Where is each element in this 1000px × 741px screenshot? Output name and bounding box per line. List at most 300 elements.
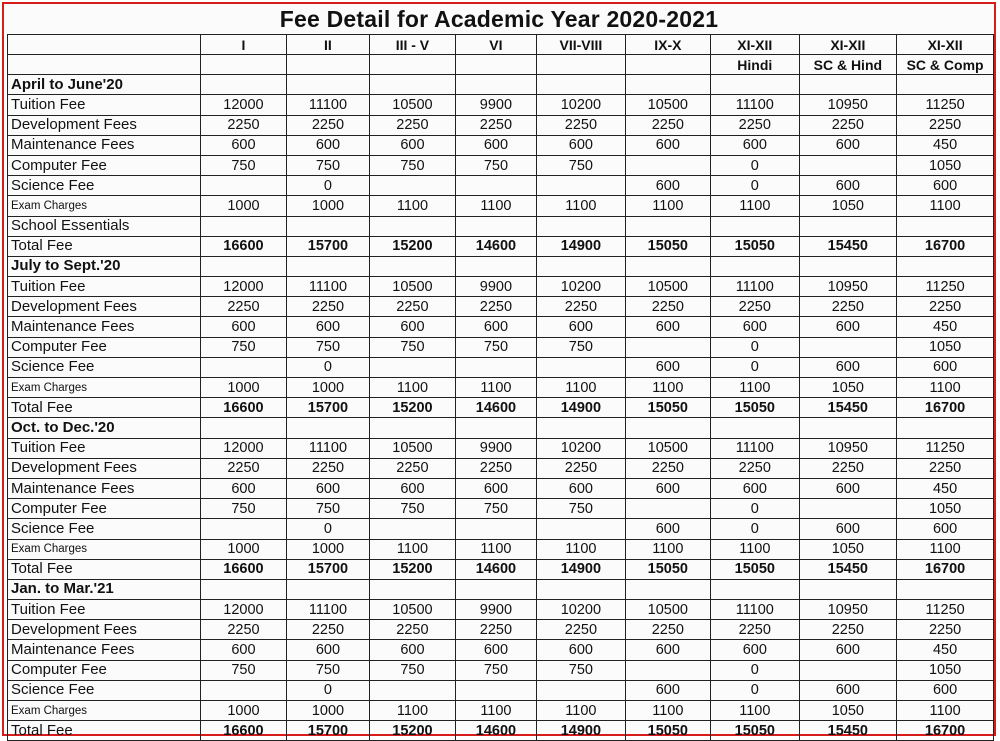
empty-cell [625, 579, 710, 599]
fee-cell [455, 216, 537, 236]
fee-cell: 0 [711, 357, 799, 377]
fee-cell: 600 [799, 478, 897, 498]
fee-cell: 600 [286, 478, 369, 498]
fee-cell: 16700 [897, 721, 994, 741]
fee-cell: 10500 [625, 277, 710, 297]
fee-cell: 2250 [201, 620, 286, 640]
fee-cell [711, 216, 799, 236]
fee-row [8, 196, 994, 216]
fee-cell: 10500 [370, 277, 455, 297]
fee-cell: 600 [537, 135, 625, 155]
fee-cell: 1000 [201, 378, 286, 398]
fee-row [8, 478, 994, 498]
fee-cell: 750 [537, 337, 625, 357]
empty-cell [201, 256, 286, 276]
document-frame [2, 2, 996, 739]
fee-cell: 2250 [455, 458, 537, 478]
fee-cell: 14600 [455, 398, 537, 418]
fee-cell: 14900 [537, 721, 625, 741]
fee-cell: 9900 [455, 95, 537, 115]
fee-cell: 1000 [286, 196, 369, 216]
empty-cell [537, 418, 625, 438]
fee-cell: 1100 [455, 378, 537, 398]
fee-cell: 600 [711, 640, 799, 660]
fee-cell: 2250 [455, 620, 537, 640]
empty-cell [286, 579, 369, 599]
fee-cell: 600 [711, 317, 799, 337]
fee-cell [370, 216, 455, 236]
fee-cell: 11100 [711, 95, 799, 115]
fee-cell: 1100 [370, 196, 455, 216]
fee-cell: 600 [897, 357, 994, 377]
fee-row [8, 640, 994, 660]
fee-cell: 750 [201, 155, 286, 175]
empty-cell [897, 579, 994, 599]
column-subheader: SC & Hind [799, 55, 897, 75]
fee-cell: 0 [711, 660, 799, 680]
fee-cell: 1100 [897, 539, 994, 559]
fee-cell [537, 176, 625, 196]
row-label: Total Fee [8, 559, 201, 579]
fee-cell: 2250 [286, 620, 369, 640]
fee-cell: 1050 [897, 155, 994, 175]
fee-cell: 11250 [897, 277, 994, 297]
section-label: April to June'20 [8, 75, 201, 95]
fee-row [8, 438, 994, 458]
fee-cell: 1100 [625, 539, 710, 559]
empty-cell [537, 256, 625, 276]
fee-row [8, 680, 994, 700]
fee-cell [625, 216, 710, 236]
fee-cell: 600 [455, 640, 537, 660]
fee-cell: 15050 [711, 236, 799, 256]
fee-cell: 1000 [286, 701, 369, 721]
fee-cell: 2250 [625, 297, 710, 317]
fee-cell: 11100 [286, 600, 369, 620]
fee-cell [625, 660, 710, 680]
fee-cell: 15200 [370, 236, 455, 256]
fee-cell: 9900 [455, 600, 537, 620]
fee-cell: 750 [286, 337, 369, 357]
section-row [8, 75, 994, 95]
fee-cell: 12000 [201, 438, 286, 458]
fee-cell: 11100 [711, 600, 799, 620]
empty-cell [370, 75, 455, 95]
fee-cell: 10950 [799, 277, 897, 297]
empty-cell [201, 418, 286, 438]
empty-cell [711, 579, 799, 599]
fee-cell: 2250 [201, 115, 286, 135]
fee-cell: 15700 [286, 721, 369, 741]
row-label: Maintenance Fees [8, 135, 201, 155]
empty-cell [286, 418, 369, 438]
fee-cell: 1050 [799, 196, 897, 216]
fee-cell: 10500 [370, 600, 455, 620]
fee-cell: 10500 [625, 95, 710, 115]
fee-cell: 2250 [799, 458, 897, 478]
fee-cell: 10950 [799, 600, 897, 620]
fee-cell: 16600 [201, 721, 286, 741]
fee-row [8, 600, 994, 620]
fee-cell: 12000 [201, 277, 286, 297]
fee-cell: 600 [625, 478, 710, 498]
fee-cell: 600 [799, 680, 897, 700]
fee-cell: 750 [201, 337, 286, 357]
fee-cell: 750 [286, 660, 369, 680]
fee-cell: 2250 [711, 458, 799, 478]
fee-cell: 1000 [286, 378, 369, 398]
fee-cell: 11100 [286, 277, 369, 297]
fee-row [8, 337, 994, 357]
empty-cell [286, 256, 369, 276]
fee-cell: 2250 [370, 115, 455, 135]
fee-cell: 2250 [537, 458, 625, 478]
fee-cell: 2250 [455, 297, 537, 317]
fee-cell: 15450 [799, 559, 897, 579]
empty-cell [799, 418, 897, 438]
fee-cell: 12000 [201, 95, 286, 115]
fee-cell [201, 680, 286, 700]
fee-cell: 750 [455, 337, 537, 357]
fee-cell [799, 155, 897, 175]
row-label: Total Fee [8, 236, 201, 256]
fee-cell: 0 [711, 337, 799, 357]
fee-cell: 12000 [201, 600, 286, 620]
fee-cell: 600 [799, 176, 897, 196]
fee-cell: 600 [537, 478, 625, 498]
column-subheader [286, 55, 369, 75]
fee-cell: 0 [711, 499, 799, 519]
fee-cell: 750 [201, 499, 286, 519]
fee-cell: 0 [711, 176, 799, 196]
fee-row [8, 701, 994, 721]
fee-cell [286, 216, 369, 236]
fee-cell: 600 [625, 640, 710, 660]
fee-cell: 10500 [625, 600, 710, 620]
fee-cell [455, 357, 537, 377]
fee-cell [201, 176, 286, 196]
fee-cell: 600 [455, 317, 537, 337]
empty-cell [897, 75, 994, 95]
fee-cell: 1100 [711, 378, 799, 398]
empty-cell [711, 418, 799, 438]
fee-cell: 0 [286, 519, 369, 539]
fee-cell: 2250 [897, 620, 994, 640]
fee-cell: 10500 [370, 95, 455, 115]
fee-row [8, 660, 994, 680]
fee-cell: 11100 [286, 438, 369, 458]
empty-cell [201, 75, 286, 95]
empty-cell [370, 418, 455, 438]
fee-cell: 10950 [799, 438, 897, 458]
row-label: Tuition Fee [8, 600, 201, 620]
section-row [8, 418, 994, 438]
row-label: Maintenance Fees [8, 478, 201, 498]
fee-cell [370, 680, 455, 700]
fee-cell: 750 [201, 660, 286, 680]
empty-cell [897, 418, 994, 438]
fee-cell: 2250 [537, 620, 625, 640]
fee-cell [370, 176, 455, 196]
page-title: Fee Detail for Academic Year 2020-2021 [279, 6, 719, 32]
row-label: Development Fees [8, 620, 201, 640]
fee-cell: 1000 [201, 196, 286, 216]
empty-cell [537, 75, 625, 95]
fee-row [8, 216, 994, 236]
fee-cell: 1100 [897, 378, 994, 398]
fee-row [8, 176, 994, 196]
row-label: Computer Fee [8, 155, 201, 175]
fee-cell: 1100 [625, 378, 710, 398]
empty-cell [370, 256, 455, 276]
header-row [8, 35, 994, 55]
fee-cell [537, 680, 625, 700]
fee-cell: 16700 [897, 236, 994, 256]
fee-cell [201, 519, 286, 539]
fee-cell: 10200 [537, 95, 625, 115]
fee-cell: 2250 [286, 297, 369, 317]
column-header: VII-VIII [537, 35, 625, 55]
fee-cell: 600 [455, 135, 537, 155]
subheader-row [8, 55, 994, 75]
section-label: July to Sept.'20 [8, 256, 201, 276]
fee-cell: 1050 [799, 378, 897, 398]
empty-cell [455, 75, 537, 95]
fee-cell: 10200 [537, 438, 625, 458]
subheader-corner [8, 55, 201, 75]
fee-cell: 600 [286, 317, 369, 337]
column-header: II [286, 35, 369, 55]
fee-cell: 2250 [625, 115, 710, 135]
fee-cell: 600 [370, 135, 455, 155]
fee-cell: 1050 [799, 701, 897, 721]
fee-cell [625, 337, 710, 357]
fee-cell: 15450 [799, 236, 897, 256]
fee-cell: 0 [286, 176, 369, 196]
fee-cell: 1100 [370, 701, 455, 721]
fee-cell: 1100 [711, 539, 799, 559]
fee-cell: 600 [625, 176, 710, 196]
empty-cell [625, 75, 710, 95]
fee-cell: 15050 [711, 398, 799, 418]
fee-cell: 2250 [897, 458, 994, 478]
row-label: Tuition Fee [8, 438, 201, 458]
column-header: XI-XII [799, 35, 897, 55]
fee-cell: 1100 [711, 196, 799, 216]
fee-cell: 1050 [897, 660, 994, 680]
fee-row [8, 95, 994, 115]
fee-cell [799, 660, 897, 680]
fee-cell: 1100 [625, 701, 710, 721]
fee-cell [201, 357, 286, 377]
fee-cell: 10500 [625, 438, 710, 458]
fee-cell: 1000 [286, 539, 369, 559]
empty-cell [370, 579, 455, 599]
fee-cell: 1000 [201, 701, 286, 721]
fee-cell [537, 519, 625, 539]
fee-cell: 750 [455, 660, 537, 680]
fee-cell: 0 [711, 680, 799, 700]
column-subheader [455, 55, 537, 75]
fee-cell: 15050 [625, 236, 710, 256]
row-label: Exam Charges [8, 196, 201, 216]
column-subheader [370, 55, 455, 75]
total-row [8, 721, 994, 741]
fee-cell: 2250 [370, 620, 455, 640]
fee-row [8, 135, 994, 155]
fee-cell: 2250 [625, 620, 710, 640]
fee-row [8, 317, 994, 337]
fee-cell: 11100 [711, 277, 799, 297]
fee-row [8, 620, 994, 640]
empty-cell [799, 256, 897, 276]
row-label: Exam Charges [8, 539, 201, 559]
fee-cell: 11100 [286, 95, 369, 115]
row-label: Maintenance Fees [8, 640, 201, 660]
fee-cell: 600 [711, 478, 799, 498]
empty-cell [286, 75, 369, 95]
fee-cell: 15700 [286, 559, 369, 579]
empty-cell [625, 256, 710, 276]
fee-cell [537, 216, 625, 236]
row-label: Tuition Fee [8, 95, 201, 115]
section-label: Jan. to Mar.'21 [8, 579, 201, 599]
fee-cell [537, 357, 625, 377]
fee-cell: 600 [625, 317, 710, 337]
fee-row [8, 499, 994, 519]
section-row [8, 256, 994, 276]
fee-cell: 450 [897, 317, 994, 337]
column-subheader [537, 55, 625, 75]
fee-cell: 2250 [201, 297, 286, 317]
column-header: I [201, 35, 286, 55]
fee-cell: 0 [711, 519, 799, 539]
fee-cell: 450 [897, 135, 994, 155]
row-label: Tuition Fee [8, 277, 201, 297]
fee-cell: 15050 [711, 721, 799, 741]
fee-cell: 750 [537, 155, 625, 175]
fee-cell: 750 [537, 660, 625, 680]
fee-cell: 1100 [455, 196, 537, 216]
fee-cell: 600 [537, 317, 625, 337]
fee-cell: 10200 [537, 600, 625, 620]
fee-cell [897, 216, 994, 236]
fee-cell: 1100 [370, 378, 455, 398]
fee-cell: 600 [625, 680, 710, 700]
fee-cell: 15700 [286, 236, 369, 256]
fee-cell: 16600 [201, 398, 286, 418]
fee-cell: 2250 [799, 620, 897, 640]
fee-cell: 450 [897, 640, 994, 660]
fee-cell: 1100 [625, 196, 710, 216]
fee-cell: 11250 [897, 600, 994, 620]
total-row [8, 559, 994, 579]
fee-cell: 1100 [370, 539, 455, 559]
empty-cell [455, 418, 537, 438]
row-label: Development Fees [8, 297, 201, 317]
fee-cell: 750 [286, 499, 369, 519]
fee-cell: 600 [201, 640, 286, 660]
row-label: Exam Charges [8, 378, 201, 398]
fee-cell [455, 519, 537, 539]
fee-cell: 10950 [799, 95, 897, 115]
fee-cell: 15700 [286, 398, 369, 418]
fee-cell: 600 [625, 519, 710, 539]
fee-cell [625, 155, 710, 175]
fee-cell: 1100 [897, 196, 994, 216]
fee-cell: 9900 [455, 277, 537, 297]
total-row [8, 236, 994, 256]
fee-cell: 16700 [897, 559, 994, 579]
row-label: Science Fee [8, 357, 201, 377]
fee-row [8, 115, 994, 135]
fee-row [8, 277, 994, 297]
fee-cell: 600 [897, 176, 994, 196]
fee-cell: 600 [897, 680, 994, 700]
empty-cell [799, 579, 897, 599]
fee-cell: 10200 [537, 277, 625, 297]
fee-cell: 14900 [537, 236, 625, 256]
fee-cell: 600 [370, 640, 455, 660]
row-label: Total Fee [8, 398, 201, 418]
fee-cell: 600 [455, 478, 537, 498]
column-subheader [625, 55, 710, 75]
fee-cell [201, 216, 286, 236]
section-label: Oct. to Dec.'20 [8, 418, 201, 438]
fee-cell: 600 [201, 317, 286, 337]
fee-cell: 600 [625, 357, 710, 377]
fee-cell: 1100 [897, 701, 994, 721]
fee-cell [370, 357, 455, 377]
fee-cell: 1100 [455, 701, 537, 721]
fee-cell: 2250 [286, 115, 369, 135]
row-label: Development Fees [8, 458, 201, 478]
fee-cell: 16700 [897, 398, 994, 418]
column-header: XI-XII [711, 35, 799, 55]
fee-cell: 2250 [455, 115, 537, 135]
empty-cell [455, 579, 537, 599]
fee-cell: 1000 [201, 539, 286, 559]
fee-cell: 9900 [455, 438, 537, 458]
fee-cell: 600 [799, 135, 897, 155]
fee-cell: 2250 [711, 297, 799, 317]
fee-cell: 2250 [799, 115, 897, 135]
row-label: School Essentials [8, 216, 201, 236]
fee-cell: 2250 [537, 297, 625, 317]
fee-cell: 2250 [201, 458, 286, 478]
fee-row [8, 357, 994, 377]
fee-cell: 2250 [370, 297, 455, 317]
fee-cell [625, 499, 710, 519]
fee-cell: 0 [286, 680, 369, 700]
row-label: Computer Fee [8, 499, 201, 519]
row-label: Total Fee [8, 721, 201, 741]
fee-cell: 750 [370, 337, 455, 357]
fee-cell: 750 [537, 499, 625, 519]
fee-cell: 14600 [455, 236, 537, 256]
fee-cell: 2250 [711, 115, 799, 135]
row-label: Exam Charges [8, 701, 201, 721]
fee-cell: 750 [370, 499, 455, 519]
fee-cell: 0 [286, 357, 369, 377]
fee-cell: 15200 [370, 721, 455, 741]
empty-cell [799, 75, 897, 95]
fee-cell: 600 [799, 357, 897, 377]
fee-cell: 0 [711, 155, 799, 175]
fee-cell [455, 680, 537, 700]
fee-cell: 600 [201, 135, 286, 155]
fee-cell: 750 [370, 660, 455, 680]
